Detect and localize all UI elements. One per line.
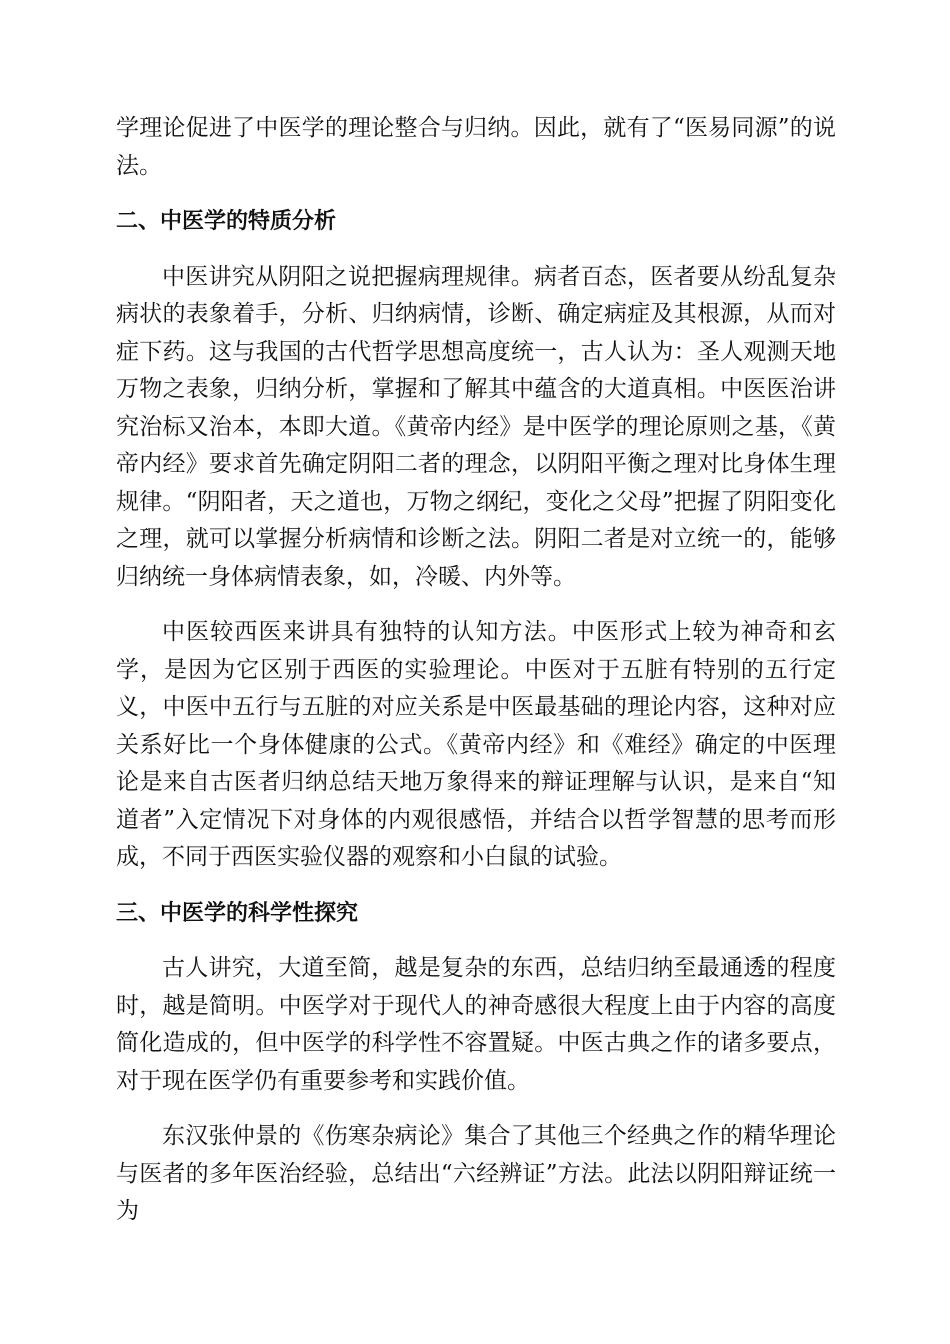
document-body	[116, 110, 836, 1249]
section-heading-traits: 二、中医学的特质分析	[116, 209, 337, 234]
paragraph-simplicity: 古人讲究，大道至简，越是复杂的东西，总结归纳至最通透的程度时，越是简明。中医学对于现代人的神奇感很大程度上由于内容的高度简化造成的，但中医学的科学性不容置疑。中医古典之作的诸多要点，对于现在医学仍有重要参考和实践价值。	[116, 955, 836, 1094]
intro-paragraph: 学理论促进了中医学的理论整合与归纳。因此，就有了“医易同源”的说法。	[116, 115, 836, 179]
paragraph-shanghan-lun: 东汉张仲景的《伤寒杂病论》集合了其他三个经典之作的精华理论与医者的多年医治经验，总结出“六经辨证”方法。此法以阴阳辩证统一为	[116, 1123, 836, 1224]
section-heading-science: 三、中医学的科学性探究	[116, 900, 359, 926]
paragraph-yin-yang: 中医讲究从阴阳之说把握病理规律。病者百态，医者要从纷乱复杂病状的表象着手，分析、归纳病情，诊断、确定病症及其根源，从而对症下药。这与我国的古代哲学思想高度统一，古人认为：圣人观测天地万物之表象，归纳分析，掌握和了解其中蕴含的大道真相。中医医治讲究治标又治本，本即大道。《黄帝内经》是中医学的理论原则之基，《黄帝内经》要求首先确定阴阳二者的理念，以阴阳平衡之理对比身体生理规律。“阴阳者，天之道也，万物之纲纪，变化之父母”把握了阴阳变化之理，就可以掌握分析病情和诊断之法。阴阳二者是对立统一的，能够归纳统一身体病情表象，如，冷暖、内外等。	[116, 263, 836, 590]
paragraph-cognition-method: 中医较西医来讲具有独特的认知方法。中医形式上较为神奇和玄学，是因为它区别于西医的实验理论。中医对于五脏有特别的五行定义，中医中五行与五脏的对应关系是中医最基础的理论内容，这种对应关系好比一个身体健康的公式。《黄帝内经》和《难经》确定的中医理论是来自古医者归纳总结天地万象得来的辩证理解与认识，是来自“知道者”入定情况下对身体的内观很感悟，并结合以哲学智慧的思考而形成，不同于西医实验仪器的观察和小白鼠的试验。	[116, 619, 836, 870]
